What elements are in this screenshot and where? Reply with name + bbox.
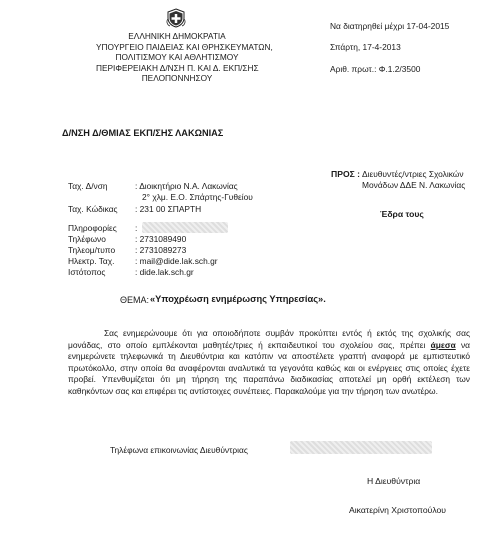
protocol-number: Αριθ. πρωτ.: Φ.1.2/3500 [330, 64, 421, 74]
ministry-line: ΠΕΡΙΦΕΡΕΙΑΚΗ Δ/ΝΣΗ Π. ΚΑΙ Δ. ΕΚΠ/ΣΗΣ [96, 62, 259, 73]
ministry-line: ΥΠΟΥΡΓΕΙΟ ΠΑΙΔΕΙΑΣ ΚΑΙ ΘΡΗΣΚΕΥΜΑΤΩΝ, [96, 41, 273, 52]
recipient-line1: Διευθυντές/ντριες Σχολικών [362, 169, 464, 179]
email-label: Ηλεκτρ. Ταχ. [68, 256, 115, 266]
body-emphasis: άμεσα [430, 339, 456, 350]
info-label: Πληροφορίες [68, 223, 117, 233]
place-date: Σπάρτη, 17-4-2013 [330, 42, 401, 52]
department-name: Δ/ΝΣΗ Δ/ΘΜΙΑΣ ΕΚΠ/ΣΗΣ ΛΑΚΩΝΙΑΣ [62, 128, 224, 138]
recipient-line2: Μονάδων ΔΔΕ Ν. Λακωνίας [362, 180, 466, 190]
website-value: : dide.lak.sch.gr [135, 267, 194, 277]
info-value: : [135, 223, 138, 233]
recipient-block [362, 169, 465, 191]
signer-name: Αικατερίνη Χριστοπούλου [349, 505, 446, 515]
fax-label: Τηλεομ/τυπο [68, 245, 116, 255]
recipient-label: ΠΡΟΣ : [331, 169, 361, 179]
hellenic-republic-crest-icon [166, 8, 186, 28]
recipient-seat: Έδρα τους [380, 209, 424, 219]
postal-address-label: Ταχ. Δ/νση [68, 181, 108, 191]
zip-label: Ταχ. Κώδικας [68, 204, 118, 214]
subject-label: ΘΕΜΑ: [120, 295, 150, 305]
email-value: : mail@dide.lak.sch.gr [135, 256, 218, 266]
body-text-part2: να ενημερώνετε τηλεφωνικά τη Διευθύντρια και κατόπιν να αποστέλετε γραπτή αναφορά με εμπιστευτικό πρωτόκολλο, στην οποία θα αναφέρονται αναλυτικά τα γεγονότα καθώς και οι ενέργειες στις οποίες έχετε προβεί. Υπενθυμίζεται ότι μη τήρηση της παραπάνω διαδικασίας αποτελεί μη ορθή εκτέλεση των καθηκόντων σας και επιφέρει τις αντίστοιχες συνέπειες. Παρακαλούμε για την τήρηση των ανωτέρω. [68, 339, 470, 396]
phone-label: Τηλέφωνο [68, 234, 106, 244]
website-label: Ιστότοπος [68, 267, 106, 277]
body-paragraph [68, 328, 470, 398]
redacted-phones [290, 441, 432, 454]
postal-address-line1: : Διοικητήριο Ν.Α. Λακωνίας [135, 181, 238, 191]
ministry-line: ΠΕΛΟΠΟΝΝΗΣΟΥ [141, 73, 213, 84]
contact-phones-label: Τηλέφωνα επικοινωνίας Διευθύντριας [110, 445, 248, 455]
retention-note: Να διατηρηθεί μέχρι 17-04-2015 [330, 21, 450, 31]
ministry-header [96, 31, 273, 84]
ministry-line: ΕΛΛΗΝΙΚΗ ΔΗΜΟΚΡΑΤΙΑ [128, 31, 226, 41]
body-text-part1: Σας ενημερώνουμε ότι για οποιοδήποτε συμβάν προκύπτει εντός ή εκτός της σχολικής σας μονάδας, στο οποίο εμπλέκονται μαθητές/τριες ή εκπαιδευτικοί του σχολείου σας, πρέπει [68, 328, 470, 350]
signer-title: Η Διευθύντρια [367, 476, 421, 486]
fax-value: : 2731089273 [135, 245, 187, 255]
redacted-name [142, 222, 228, 233]
subject-text: «Υποχρέωση ενημέρωσης Υπηρεσίας». [150, 294, 326, 304]
zip-value: : 231 00 ΣΠΑΡΤΗ [135, 204, 202, 214]
postal-address-line2: 2° χλμ. Ε.Ο. Σπάρτης-Γυθείου [142, 192, 253, 202]
letter-body [68, 328, 470, 398]
phone-value: : 2731089490 [135, 234, 187, 244]
ministry-line: ΠΟΛΙΤΙΣΜΟΥ ΚΑΙ ΑΘΛΗΤΙΣΜΟΥ [115, 52, 239, 63]
